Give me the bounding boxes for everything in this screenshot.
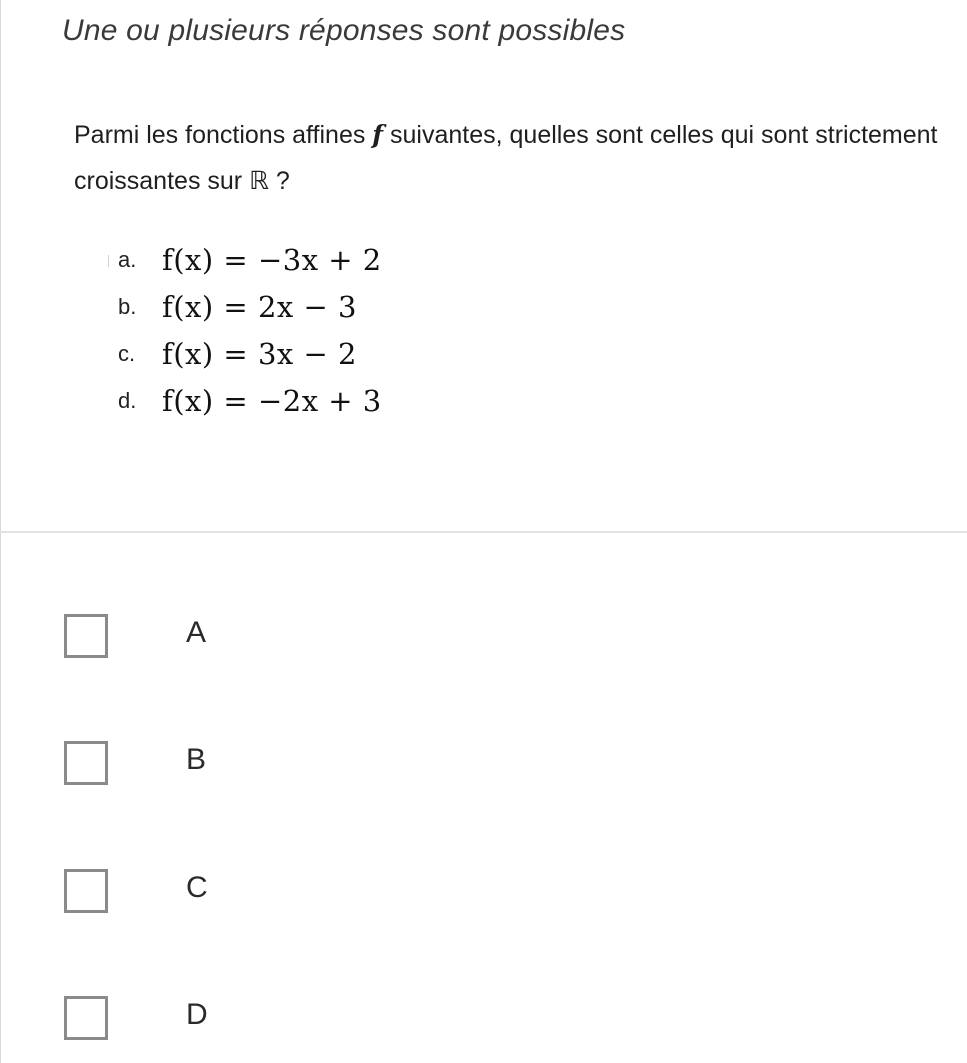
section-divider [0, 531, 967, 533]
instruction-text: Une ou plusieurs réponses sont possibles [62, 14, 626, 47]
function-symbol: f [372, 120, 384, 149]
question-text [74, 112, 954, 204]
checkbox-a[interactable] [64, 614, 108, 658]
real-numbers-symbol: ℝ [249, 166, 269, 195]
question-text-before: Parmi les fonctions affines [74, 121, 373, 149]
option-formula: f(x) = 2x − 3 [162, 290, 357, 324]
choice-a[interactable] [64, 614, 484, 674]
decorative-tick [108, 255, 109, 267]
option-letter: a. [118, 247, 137, 272]
option-formula: f(x) = 3x − 2 [162, 337, 357, 371]
choice-b[interactable] [64, 741, 484, 801]
choice-d[interactable] [64, 996, 484, 1056]
option-formula: f(x) = −2x + 3 [162, 384, 382, 418]
option-formula: f(x) = −3x + 2 [162, 243, 382, 277]
choice-label-a: A [186, 616, 207, 649]
option-letter: d. [118, 388, 137, 413]
checkbox-b[interactable] [64, 741, 108, 785]
choice-label-d: D [186, 998, 208, 1031]
choice-c[interactable] [64, 869, 484, 929]
option-d [118, 376, 382, 426]
checkbox-d[interactable] [64, 996, 108, 1040]
question-text-after: ? [268, 167, 290, 195]
choice-label-c: C [186, 871, 208, 904]
question-text-middle: suivantes, quelles sont celles qui sont strictement croissantes sur [74, 121, 938, 195]
option-b [118, 282, 357, 332]
option-a [118, 235, 382, 285]
choice-label-b: B [186, 743, 207, 776]
checkbox-c[interactable] [64, 869, 108, 913]
option-c [118, 329, 357, 379]
option-letter: b. [118, 294, 137, 319]
option-letter: c. [118, 341, 136, 366]
